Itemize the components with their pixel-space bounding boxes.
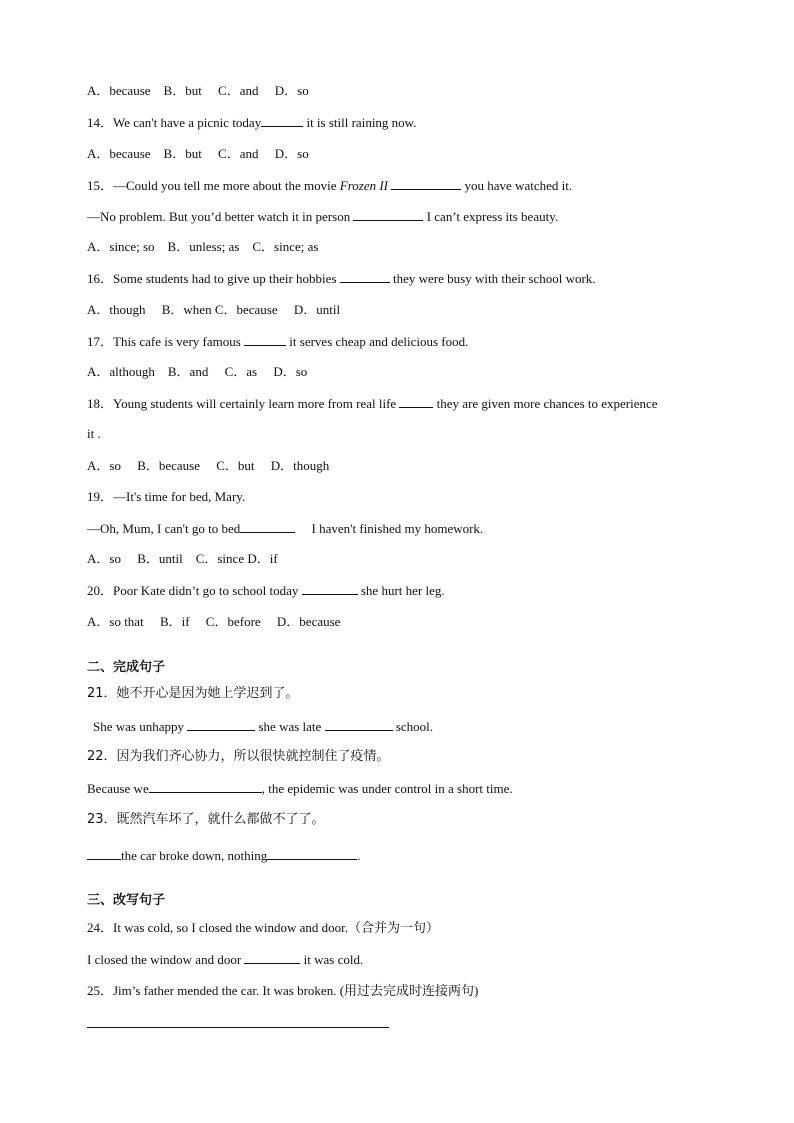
- q20-options: A．so that B．if C．before D．because: [87, 614, 341, 629]
- q24-blank: [244, 951, 300, 964]
- q14-blank: [261, 114, 303, 127]
- q16-text-b: they were busy with their school work.: [389, 271, 596, 286]
- q15-text-b: you have watched it.: [461, 178, 573, 193]
- section-3-title: 三、改写句子: [87, 893, 166, 908]
- question-21: 21．她不开心是因为她上学迟到了。: [87, 686, 299, 701]
- q14-text-b: it is still raining now.: [303, 115, 417, 130]
- q21-blank-2: [325, 718, 393, 731]
- q20-text-a: 20．Poor Kate didn’t go to school today: [87, 583, 302, 598]
- q13-options: A．because B．but C．and D．so: [87, 83, 309, 98]
- q23-blank-1: [87, 847, 121, 860]
- q22-english: [87, 780, 513, 797]
- q23-blank-2: [267, 847, 357, 860]
- question-20: [87, 582, 445, 599]
- q17-text-b: it serves cheap and delicious food.: [286, 334, 469, 349]
- q15-movie-title: Frozen II: [339, 178, 389, 193]
- q22-text-b: , the epidemic was under control in a short time.: [261, 781, 513, 796]
- q14-text-a: 14．We can't have a picnic today: [87, 115, 262, 130]
- q23-text-b: .: [357, 848, 361, 863]
- q25-answer-line: [87, 1027, 389, 1028]
- q19-blank: [240, 520, 295, 533]
- question-16: [87, 270, 596, 287]
- q17-text-a: 17．This cafe is very famous: [87, 334, 245, 349]
- q16-blank: [340, 270, 390, 283]
- q15-blank-1: [391, 177, 461, 190]
- q16-options: A．though B．when C．because D．until: [87, 302, 341, 317]
- q19-line2-text-b: I haven't finished my homework.: [295, 521, 484, 536]
- q15-line2-text-a: —No problem. But you’d better watch it in person: [87, 209, 354, 224]
- question-15: [87, 177, 572, 194]
- q17-options: A．although B．and C．as D．so: [87, 364, 308, 379]
- q18-text-a: 18．Young students will certainly learn more from real life: [87, 396, 400, 411]
- q17-blank: [244, 333, 286, 346]
- question-25: 25．Jim’s father mended the car. It was broken. (用过去完成时连接两句): [87, 983, 479, 998]
- question-19: 19．—It's time for bed, Mary.: [87, 489, 246, 504]
- q18-options: A．so B．because C．but D．though: [87, 458, 330, 473]
- section-2-title: 二、完成句子: [87, 660, 166, 675]
- q23-text-a: the car broke down, nothing: [121, 848, 268, 863]
- q16-text-a: 16．Some students had to give up their hobbies: [87, 271, 340, 286]
- q21-text-c: school.: [392, 719, 434, 734]
- q20-blank: [302, 582, 358, 595]
- q15-text-a: 15．—Could you tell me more about the movie: [87, 178, 340, 193]
- q24-text-a: I closed the window and door: [87, 952, 245, 967]
- q20-text-b: she hurt her leg.: [357, 583, 445, 598]
- q22-text-a: Because we: [87, 781, 149, 796]
- q21-text-b: she was late: [255, 719, 325, 734]
- q15-line2-text-b: I can’t express its beauty.: [423, 209, 559, 224]
- q15-line-2: [87, 208, 558, 225]
- q21-blank-1: [187, 718, 255, 731]
- q18-blank: [399, 395, 433, 408]
- question-22: 22．因为我们齐心协力，所以很快就控制住了疫情。: [87, 749, 390, 764]
- question-14: [87, 114, 416, 131]
- q24-text-b: it was cold.: [300, 952, 364, 967]
- q14-options: A．because B．but C．and D．so: [87, 146, 309, 161]
- question-18: [87, 395, 658, 412]
- q19-line-2: [87, 520, 483, 537]
- q18-text-b: they are given more chances to experience: [433, 396, 658, 411]
- q23-english: [87, 847, 360, 864]
- q18-line-2: it .: [87, 426, 101, 441]
- question-17: [87, 333, 468, 350]
- q19-line2-text-a: —Oh, Mum, I can't go to bed: [87, 521, 241, 536]
- question-23: 23．既然汽车坏了，就什么都做不了了。: [87, 812, 325, 827]
- q24-english: [87, 951, 363, 968]
- q21-text-a: She was unhappy: [93, 719, 188, 734]
- q19-options: A．so B．until C．since D．if: [87, 551, 278, 566]
- q15-blank-2: [353, 208, 423, 221]
- q15-options: A．since; so B．unless; as C．since; as: [87, 239, 319, 254]
- q21-english: [93, 718, 433, 735]
- q22-blank: [149, 780, 262, 793]
- question-24: 24．It was cold, so I closed the window and door.（合并为一句）: [87, 920, 440, 935]
